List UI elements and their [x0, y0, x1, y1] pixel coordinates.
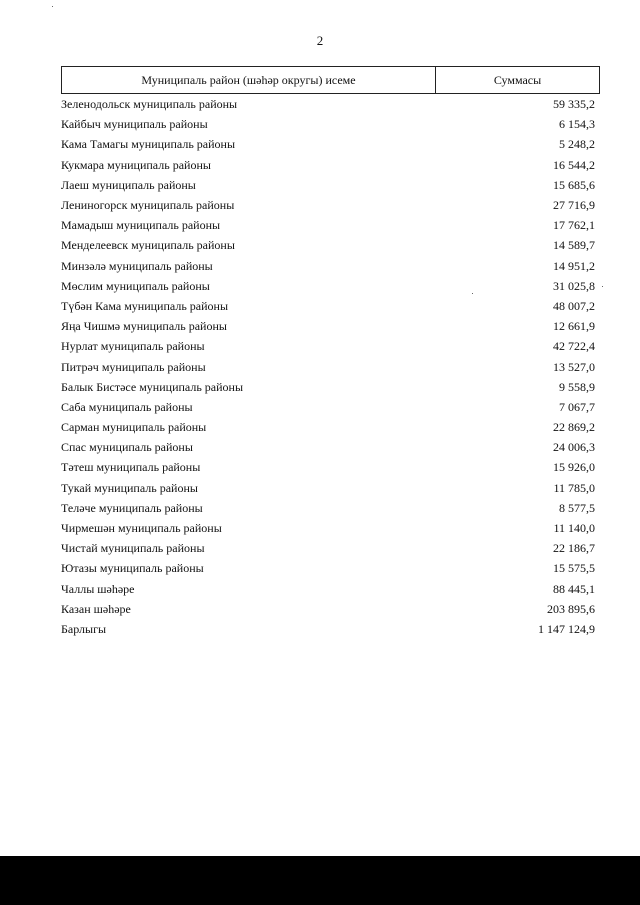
- row-sum-value: 203 895,6: [547, 601, 595, 616]
- row-district-name: Барлыгы: [61, 621, 107, 636]
- row-district-name: Минзәлә муниципаль районы: [61, 258, 213, 273]
- row-sum-value: 12 661,9: [553, 319, 595, 334]
- table-row: [61, 579, 600, 599]
- row-sum-value: 24 006,3: [553, 440, 595, 455]
- table-row: [61, 377, 600, 397]
- row-district-name: Чистай муниципаль районы: [61, 541, 205, 556]
- row-district-name: Балык Бистәсе муниципаль районы: [61, 379, 244, 394]
- column-header-name: Муниципаль район (шәһәр округы) исеме: [62, 67, 436, 93]
- table-row: [61, 397, 600, 417]
- table-row: [61, 336, 600, 356]
- row-district-name: Түбән Кама муниципаль районы: [61, 298, 229, 313]
- scan-speck: [602, 286, 603, 287]
- row-district-name: Ютазы муниципаль районы: [61, 561, 204, 576]
- table-row: [61, 134, 600, 154]
- row-sum-value: 22 869,2: [553, 420, 595, 435]
- table-row: [61, 155, 600, 175]
- table-row: [61, 316, 600, 336]
- table-row: [61, 94, 600, 114]
- table-row: [61, 457, 600, 477]
- row-sum-value: 16 544,2: [553, 157, 595, 172]
- row-district-name: Питрәч муниципаль районы: [61, 359, 206, 374]
- row-sum-value: 7 067,7: [559, 399, 595, 414]
- table-row: [61, 276, 600, 296]
- row-sum-value: 6 154,3: [559, 117, 595, 132]
- row-district-name: Лениногорск муниципаль районы: [61, 198, 235, 213]
- row-sum-value: 42 722,4: [553, 339, 595, 354]
- table-row: [61, 599, 600, 619]
- table-row: [61, 215, 600, 235]
- row-sum-value: 27 716,9: [553, 198, 595, 213]
- row-district-name: Яңа Чишмә муниципаль районы: [61, 319, 227, 334]
- row-district-name: Спас муниципаль районы: [61, 440, 193, 455]
- scan-speck: [52, 6, 53, 7]
- table-row: [61, 195, 600, 215]
- table-row: [61, 114, 600, 134]
- row-sum-value: 15 575,5: [553, 561, 595, 576]
- row-district-name: Тәтеш муниципаль районы: [61, 460, 201, 475]
- row-sum-value: 14 589,7: [553, 238, 595, 253]
- scan-speck: [472, 293, 473, 294]
- row-district-name: Мамадыш муниципаль районы: [61, 218, 221, 233]
- table-row: [61, 256, 600, 276]
- row-district-name: Кукмара муниципаль районы: [61, 157, 211, 172]
- table-row: [61, 175, 600, 195]
- row-district-name: Тукай муниципаль районы: [61, 480, 198, 495]
- row-sum-value: 88 445,1: [553, 581, 595, 596]
- row-sum-value: 59 335,2: [553, 97, 595, 112]
- table-row: [61, 437, 600, 457]
- row-sum-value: 22 186,7: [553, 541, 595, 556]
- row-district-name: Кама Тамагы муниципаль районы: [61, 137, 236, 152]
- row-sum-value: 14 951,2: [553, 258, 595, 273]
- row-sum-value: 13 527,0: [553, 359, 595, 374]
- row-district-name: Чирмешән муниципаль районы: [61, 521, 222, 536]
- row-district-name: Чаллы шәһәре: [61, 581, 135, 596]
- row-district-name: Теләче муниципаль районы: [61, 500, 203, 515]
- row-sum-value: 11 140,0: [553, 521, 595, 536]
- allocation-table: [61, 66, 600, 639]
- row-district-name: Казан шәһәре: [61, 601, 131, 616]
- row-district-name: Зеленодольск муниципаль районы: [61, 97, 238, 112]
- row-sum-value: 5 248,2: [559, 137, 595, 152]
- table-row: [61, 619, 600, 639]
- table-row: [61, 498, 600, 518]
- table-row: [61, 356, 600, 376]
- row-district-name: Нурлат муниципаль районы: [61, 339, 205, 354]
- table-row: [61, 296, 600, 316]
- row-sum-value: 15 926,0: [553, 460, 595, 475]
- row-sum-value: 48 007,2: [553, 298, 595, 313]
- table-header: [61, 66, 600, 94]
- page-number: 2: [316, 33, 324, 48]
- row-district-name: Кайбыч муниципаль районы: [61, 117, 208, 132]
- row-sum-value: 17 762,1: [553, 218, 595, 233]
- table-row: [61, 538, 600, 558]
- table-row: [61, 235, 600, 255]
- row-sum-value: 31 025,8: [553, 278, 595, 293]
- row-sum-value: 11 785,0: [553, 480, 595, 495]
- row-sum-value: 15 685,6: [553, 177, 595, 192]
- table-row: [61, 478, 600, 498]
- table-row: [61, 518, 600, 538]
- scan-edge-bar: [0, 856, 640, 905]
- row-sum-value: 1 147 124,9: [538, 621, 595, 636]
- table-row: [61, 558, 600, 578]
- row-district-name: Лаеш муниципаль районы: [61, 177, 196, 192]
- row-district-name: Саба муниципаль районы: [61, 399, 193, 414]
- row-district-name: Мөслим муниципаль районы: [61, 278, 210, 293]
- row-sum-value: 8 577,5: [559, 500, 595, 515]
- table-row: [61, 417, 600, 437]
- table-body: [61, 94, 600, 639]
- column-header-sum: Суммасы: [493, 72, 542, 87]
- row-district-name: Менделеевск муниципаль районы: [61, 238, 235, 253]
- row-district-name: Сарман муниципаль районы: [61, 420, 207, 435]
- row-sum-value: 9 558,9: [559, 379, 595, 394]
